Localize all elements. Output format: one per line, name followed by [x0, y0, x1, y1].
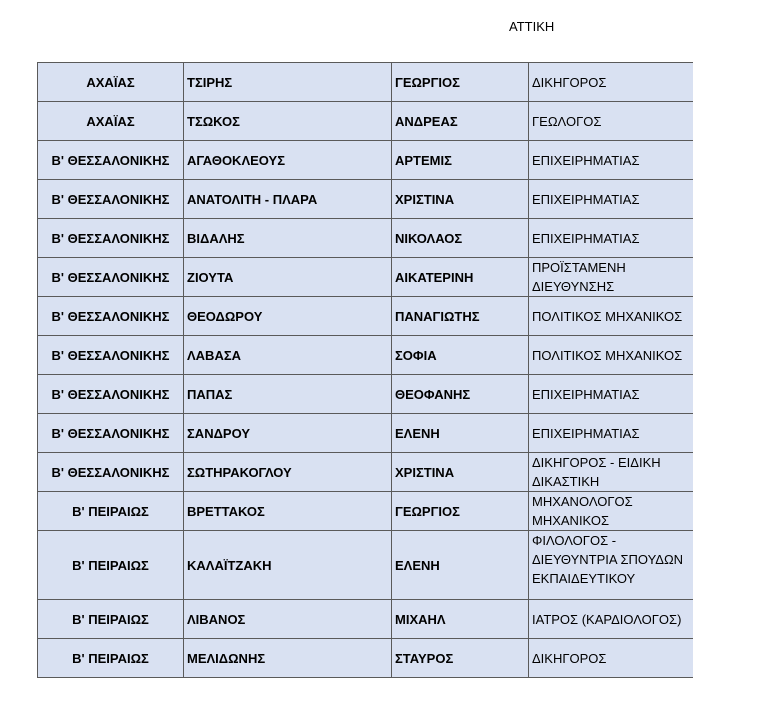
occupation-cell: ΠΟΛΙΤΙΚΟΣ ΜΗΧΑΝΙΚΟΣ: [529, 336, 693, 375]
region-cell: Β' ΘΕΣΣΑΛΟΝΙΚΗΣ: [38, 258, 184, 297]
table-row: [38, 141, 693, 180]
occupation-cell: ΕΠΙΧΕΙΡΗΜΑΤΙΑΣ: [529, 414, 693, 453]
occupation-cell: ΔΙΚΗΓΟΡΟΣ - ΕΙΔΙΚΗ ΔΙΚΑΣΤΙΚΗ: [529, 453, 693, 492]
table-row: [38, 297, 693, 336]
first-name-cell: ΓΕΩΡΓΙΟΣ: [392, 492, 529, 531]
occupation-cell: ΓΕΩΛΟΓΟΣ: [529, 102, 693, 141]
first-name-cell: ΑΝΔΡΕΑΣ: [392, 102, 529, 141]
candidates-table: [37, 62, 693, 678]
table-row: [38, 414, 693, 453]
first-name-cell: ΘΕΟΦΑΝΗΣ: [392, 375, 529, 414]
region-cell: ΑΧΑΪΑΣ: [38, 102, 184, 141]
table-row: [38, 336, 693, 375]
surname-cell: ΚΑΛΑΪΤΖΑΚΗ: [184, 531, 392, 600]
table-row: [38, 102, 693, 141]
first-name-cell: ΑΡΤΕΜΙΣ: [392, 141, 529, 180]
table-row: [38, 180, 693, 219]
occupation-cell: ΜΗΧΑΝΟΛΟΓΟΣ ΜΗΧΑΝΙΚΟΣ: [529, 492, 693, 531]
table-row: [38, 258, 693, 297]
occupation-cell: ΕΠΙΧΕΙΡΗΜΑΤΙΑΣ: [529, 375, 693, 414]
table-row: [38, 453, 693, 492]
table-row: [38, 375, 693, 414]
region-cell: Β' ΘΕΣΣΑΛΟΝΙΚΗΣ: [38, 453, 184, 492]
surname-cell: ΖΙΟΥΤΑ: [184, 258, 392, 297]
occupation-cell: ΔΙΚΗΓΟΡΟΣ: [529, 639, 693, 678]
surname-cell: ΣΩΤΗΡΑΚΟΓΛΟΥ: [184, 453, 392, 492]
region-cell: Β' ΘΕΣΣΑΛΟΝΙΚΗΣ: [38, 375, 184, 414]
first-name-cell: ΝΙΚΟΛΑΟΣ: [392, 219, 529, 258]
occupation-cell: ΠΟΛΙΤΙΚΟΣ ΜΗΧΑΝΙΚΟΣ: [529, 297, 693, 336]
region-cell: Β' ΠΕΙΡΑΙΩΣ: [38, 531, 184, 600]
region-cell: Β' ΘΕΣΣΑΛΟΝΙΚΗΣ: [38, 297, 184, 336]
surname-cell: ΜΕΛΙΔΩΝΗΣ: [184, 639, 392, 678]
first-name-cell: ΧΡΙΣΤΙΝΑ: [392, 453, 529, 492]
first-name-cell: ΠΑΝΑΓΙΩΤΗΣ: [392, 297, 529, 336]
surname-cell: ΤΣΩΚΟΣ: [184, 102, 392, 141]
occupation-cell: ΕΠΙΧΕΙΡΗΜΑΤΙΑΣ: [529, 180, 693, 219]
table-row: [38, 639, 693, 678]
occupation-text: ΦΙΛΟΛΟΓΟΣ - ΔΙΕΥΘΥΝΤΡΙΑ ΣΠΟΥΔΩΝ ΕΚΠΑΙΔΕΥΤΙΚΟΥ: [532, 533, 684, 586]
first-name-cell: ΣΟΦΙΑ: [392, 336, 529, 375]
region-cell: Β' ΘΕΣΣΑΛΟΝΙΚΗΣ: [38, 414, 184, 453]
region-cell: Β' ΠΕΙΡΑΙΩΣ: [38, 600, 184, 639]
district-heading: ΑΤΤΙΚΗ: [509, 19, 555, 34]
region-cell: Β' ΠΕΙΡΑΙΩΣ: [38, 492, 184, 531]
surname-cell: ΑΓΑΘΟΚΛΕΟΥΣ: [184, 141, 392, 180]
table-row: [38, 219, 693, 258]
surname-cell: ΠΑΠΑΣ: [184, 375, 392, 414]
region-cell: ΑΧΑΪΑΣ: [38, 63, 184, 102]
surname-cell: ΒΡΕΤΤΑΚΟΣ: [184, 492, 392, 531]
region-cell: Β' ΠΕΙΡΑΙΩΣ: [38, 639, 184, 678]
surname-cell: ΘΕΟΔΩΡΟΥ: [184, 297, 392, 336]
occupation-cell: ΠΡΟΪΣΤΑΜΕΝΗ ΔΙΕΥΘΥΝΣΗΣ: [529, 258, 693, 297]
region-cell: Β' ΘΕΣΣΑΛΟΝΙΚΗΣ: [38, 180, 184, 219]
first-name-cell: ΑΙΚΑΤΕΡΙΝΗ: [392, 258, 529, 297]
occupation-cell: [529, 531, 693, 600]
table-row: [38, 63, 693, 102]
candidates-table-body: [38, 63, 693, 678]
first-name-cell: ΕΛΕΝΗ: [392, 531, 529, 600]
region-cell: Β' ΘΕΣΣΑΛΟΝΙΚΗΣ: [38, 141, 184, 180]
occupation-cell: ΕΠΙΧΕΙΡΗΜΑΤΙΑΣ: [529, 141, 693, 180]
first-name-cell: ΓΕΩΡΓΙΟΣ: [392, 63, 529, 102]
first-name-cell: ΣΤΑΥΡΟΣ: [392, 639, 529, 678]
occupation-cell: ΙΑΤΡΟΣ (ΚΑΡΔΙΟΛΟΓΟΣ): [529, 600, 693, 639]
table-row: [38, 492, 693, 531]
first-name-cell: ΧΡΙΣΤΙΝΑ: [392, 180, 529, 219]
first-name-cell: ΕΛΕΝΗ: [392, 414, 529, 453]
surname-cell: ΑΝΑΤΟΛΙΤΗ - ΠΛΑΡΑ: [184, 180, 392, 219]
region-cell: Β' ΘΕΣΣΑΛΟΝΙΚΗΣ: [38, 219, 184, 258]
surname-cell: ΛΙΒΑΝΟΣ: [184, 600, 392, 639]
surname-cell: ΤΣΙΡΗΣ: [184, 63, 392, 102]
surname-cell: ΣΑΝΔΡΟΥ: [184, 414, 392, 453]
occupation-cell: ΕΠΙΧΕΙΡΗΜΑΤΙΑΣ: [529, 219, 693, 258]
occupation-cell: ΔΙΚΗΓΟΡΟΣ: [529, 63, 693, 102]
first-name-cell: ΜΙΧΑΗΛ: [392, 600, 529, 639]
surname-cell: ΛΑΒΑΣΑ: [184, 336, 392, 375]
surname-cell: ΒΙΔΑΛΗΣ: [184, 219, 392, 258]
region-cell: Β' ΘΕΣΣΑΛΟΝΙΚΗΣ: [38, 336, 184, 375]
table-row: [38, 531, 693, 600]
table-row: [38, 600, 693, 639]
